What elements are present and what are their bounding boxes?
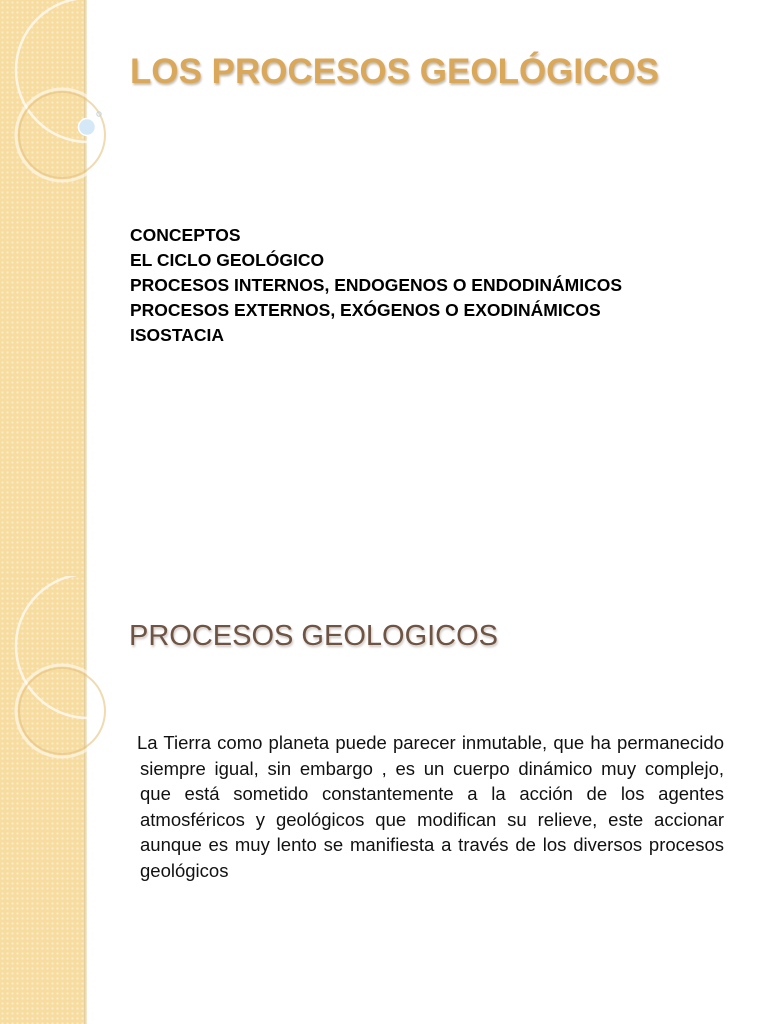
list-item: ISOSTACIA (130, 325, 224, 345)
slide-title: PROCESOS GEOLOGICOS (129, 620, 499, 652)
slide-2 (0, 576, 768, 1024)
topic-list (130, 223, 622, 348)
list-item: EL CICLO GEOLÓGICO (130, 250, 325, 270)
decorative-rings (0, 0, 140, 200)
list-item: CONCEPTOS (130, 225, 241, 245)
decorative-rings (0, 576, 140, 776)
body-paragraph: La Tierra como planeta puede parecer inmutable, que ha permanecido siempre igual, sin embargo , es un cuerpo dinámico muy complejo, que está sometido constantemente a la acción de los agentes atmosféricos y geológicos que modifican su relieve, este accionar aunque es muy lento se manifiesta a través de los diversos procesos geológicos (137, 732, 724, 881)
list-item: PROCESOS EXTERNOS, EXÓGENOS O EXODINÁMICOS (130, 300, 601, 320)
slide-title: LOS PROCESOS GEOLÓGICOS (130, 52, 659, 91)
list-item: PROCESOS INTERNOS, ENDOGENOS O ENDODINÁMICOS (130, 275, 622, 295)
